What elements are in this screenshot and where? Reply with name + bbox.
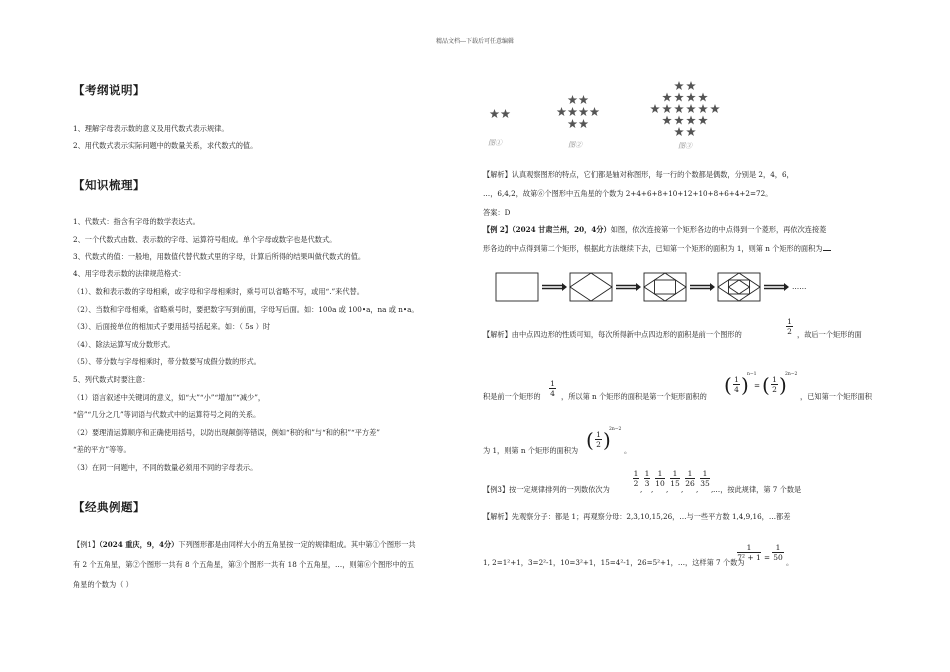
knowledge-item: 5、列代数式时要注意： [73, 375, 150, 384]
star-icon [674, 127, 684, 136]
example1-text: 下列图形都是由同样大小的五角星按一定的规律组成。其中第①个图形一共 [178, 540, 416, 549]
sequence-comma: , [651, 485, 654, 494]
equals-sign: = [754, 381, 761, 390]
star-icon [579, 95, 589, 104]
knowledge-item: （4）、除法运算写成分数形式。 [73, 340, 175, 349]
star-pattern-figures [480, 78, 780, 158]
example2-tag: 【例 2】 [483, 225, 513, 234]
star-icon [568, 107, 578, 116]
numerator: 1 [734, 375, 739, 384]
star-icon [698, 116, 708, 125]
knowledge-item: “倍”“几分之几”等词语与代数式中的运算符号之间的关系。 [73, 410, 261, 419]
solution2-period: 。 [624, 446, 632, 455]
knowledge-item: （2）要理清运算顺序和正确使用括号，以防出现颠倒等错误，例如“积的和”与“和的积”“平方差” [73, 428, 380, 437]
solution3-tag: 【解析】 [483, 512, 512, 521]
section-title-outline: 【考纲说明】 [73, 83, 145, 97]
example1-tag: 【例1】 [73, 540, 100, 549]
solution1-line2: …，6,4,2，故第⑥个图形中五角星的个数为 2+4+6+8+10+12+10+8+6+4+2=72。 [483, 189, 773, 198]
sequence-comma: , [711, 485, 714, 494]
rect-step-2 [570, 273, 612, 301]
star-icon [590, 107, 600, 116]
solution2-line3a: 为 1，则第 n 个矩形的面积为 [483, 446, 579, 455]
knowledge-item: 1、代数式：指含有字母的数学表达式。 [73, 217, 200, 226]
solution2-line2b: ，所以第 n 个矩形的面积是第一个矩形面积的 [561, 392, 707, 401]
solution1-tag: 【解析】 [483, 170, 512, 179]
example1-line3: 角星的个数为（ ） [73, 580, 133, 589]
knowledge-item: 2、一个代数式由数、表示数的字母、运算符号组成。单个字母或数字也是代数式。 [73, 235, 337, 244]
paren-close: ) [741, 373, 749, 397]
knowledge-item: （2）、当数和字母相乘，省略乘号时，要把数字写到前面，字母写后面。如：100a 或 100•a，na 或 n•a。 [73, 305, 419, 314]
numerator: 1 [596, 430, 601, 439]
numerator: 1 [787, 317, 792, 326]
example2-line1 [483, 225, 826, 234]
star-icon [686, 93, 696, 102]
example2-source: （2024 甘肃兰州，20，4分） [512, 225, 611, 234]
fraction-one-quarter [549, 379, 556, 398]
star-icon [686, 81, 696, 90]
solution2-line2c: ，已知第一个矩形面积 [800, 392, 872, 401]
star-icon [579, 119, 589, 128]
denominator: 2 [787, 327, 792, 336]
denominator: 2 [772, 385, 777, 394]
star-icon [686, 116, 696, 125]
knowledge-item: （1）语言叙述中关键词的意义，如“大”“小”“增加”“减少”， [73, 393, 266, 402]
figure-label-1: 图① [488, 139, 502, 147]
nested-rectangle-diagram [492, 268, 822, 308]
rect-step-3 [644, 273, 686, 301]
solution3-text: 先观察分子：都是 1；再观察分母：2,3,10,15,26，…与一些平方数 1,4,9,16，…都差 [511, 512, 791, 521]
paren-open: ( [586, 428, 594, 452]
outline-item-1: 1、理解字母表示数的意义及用代数式表示规律。 [73, 124, 229, 133]
example1-line2: 有 2 个五角星，第②个图形一共有 8 个五角星，第③个图形一共有 18 个五角星，…，则第⑥个图形中的五 [73, 560, 415, 569]
star-icon [674, 93, 684, 102]
numerator: 1 [772, 375, 777, 384]
solution3-period: 。 [786, 558, 794, 567]
knowledge-item: 3、代数式的值：一般地，用数值代替代数式里的字母，计算后所得的结果叫做代数式的值。 [73, 252, 366, 261]
star-icon [557, 107, 567, 116]
numerator: 1 [550, 379, 555, 388]
section-title-knowledge: 【知识梳理】 [73, 178, 145, 192]
sequence-comma: , [640, 485, 643, 494]
solution2-text: 由中点四边形的性质可知，每次所得新中点四边形的面积是前一个图形的 [511, 330, 742, 339]
star-icon [674, 116, 684, 125]
knowledge-item: “差的平方”等等。 [73, 445, 131, 454]
denominator: 4 [734, 385, 739, 394]
star-icon [686, 127, 696, 136]
figure-label-3: 图③ [678, 142, 692, 150]
paren-close: ) [603, 428, 611, 452]
rect-step-1 [496, 273, 538, 301]
denominator: 50 [773, 553, 783, 562]
sequence-comma: , [681, 485, 684, 494]
example3-tag: 【例3】 [483, 485, 510, 494]
exponent-n-minus-1: n−1 [747, 372, 757, 377]
example1-source: （2024 重庆，9，4分） [99, 540, 179, 549]
section-title-examples: 【经典例题】 [73, 500, 145, 514]
star-icon [501, 109, 511, 118]
denominator: 7² + 1 [737, 553, 761, 562]
knowledge-item: 4、用字母表示数的法律规范格式： [73, 269, 186, 278]
sequence-term: 1 26 [685, 469, 695, 488]
star-icon [662, 93, 672, 102]
fraction-answer [772, 543, 784, 562]
star-icon [698, 104, 708, 113]
fraction-seventh-term [737, 543, 761, 562]
solution1-line1 [483, 170, 794, 179]
sequence-term: 1 15 [670, 469, 680, 488]
equals-sign: = [764, 553, 771, 562]
example1-line1 [73, 540, 416, 549]
solution3-line2: 1, 2=1²+1，3=2²-1，10=3²+1，15=4²-1，26=5²+1，…，这样第 7 个数为 [483, 558, 745, 567]
star-icon [579, 107, 589, 116]
star-icon [568, 95, 578, 104]
answer-blank [823, 250, 831, 251]
example3-tail: …，按此规律，第 7 个数是 [713, 485, 802, 494]
star-icon [662, 116, 672, 125]
knowledge-item: （5）、带分数与字母相乘时，带分数要写成假分数的形式。 [73, 357, 261, 366]
paren-close: ) [779, 373, 787, 397]
example2-text2: 形各边的中点得到第二个矩形，根据此方法继续下去，已知第一个矩形的面积为 1，则第 n 个矩形的面积为 [483, 244, 823, 253]
knowledge-item: （3）在同一问题中，不同的数量必须用不同的字母表示。 [73, 463, 258, 472]
star-icon [674, 81, 684, 90]
sequence-term: 1 2 [633, 469, 639, 488]
fraction-one-quarter-power [733, 375, 740, 394]
outline-item-2: 2、用代数式表示实际问题中的数量关系，求代数式的值。 [73, 141, 258, 150]
paren-open: ( [762, 373, 770, 397]
knowledge-item: （3）、后面接单位的相加式子要用括号括起来。如：（ 5s ）时 [73, 322, 271, 331]
fraction-one-half-power [771, 375, 778, 394]
star-icon [710, 104, 720, 113]
solution2-line2a: 积是前一个矩形的 [483, 392, 541, 401]
sequence-comma: , [666, 485, 669, 494]
star-icon [698, 93, 708, 102]
solution2-line1a [483, 330, 742, 339]
sequence-term: 1 10 [655, 469, 665, 488]
sequence-term: 1 35 [700, 469, 710, 488]
header-note: 精品文档---下载后可任意编辑 [435, 38, 515, 45]
star-icon [686, 104, 696, 113]
star-icon [490, 109, 500, 118]
answer: 答案：D [483, 208, 511, 217]
example3-line [483, 485, 610, 494]
star-icon [674, 104, 684, 113]
example2-line2 [483, 244, 831, 253]
rect-step-4 [718, 273, 760, 301]
denominator: 2 [596, 440, 601, 449]
exponent-2n-minus-2-result: 2n−2 [609, 427, 622, 432]
fraction-one-half [786, 317, 793, 336]
example3-text: 按一定规律排列的一列数依次为 [509, 485, 610, 494]
solution3-line1 [483, 512, 790, 521]
figure-label-2: 图② [568, 141, 582, 149]
solution2-line1b: ，故后一个矩形的面 [797, 330, 862, 339]
star-icon [568, 119, 578, 128]
ellipsis: …… [792, 282, 807, 291]
numerator: 1 [775, 543, 781, 552]
example2-text: 如图，依次连接第一个矩形各边的中点得到一个菱形，再依次连接菱 [610, 225, 827, 234]
star-icon [662, 104, 672, 113]
denominator: 4 [550, 389, 555, 398]
fraction-one-half-result [595, 430, 602, 449]
solution1-text: 认真观察图形的特点，它们都是轴对称图形，每一行的个数都是偶数，分别是 2，4，6， [511, 170, 794, 179]
numerator: 1 [746, 543, 752, 552]
knowledge-item: （1）、数和表示数的字母相乘，或字母和字母相乘时，乘号可以省略不写，或用“.”来代替。 [73, 287, 364, 296]
sequence-term: 1 3 [644, 469, 650, 488]
sequence-comma: , [696, 485, 699, 494]
paren-open: ( [724, 373, 732, 397]
star-icon [650, 104, 660, 113]
solution2-tag: 【解析】 [483, 330, 512, 339]
exponent-2n-minus-2: 2n−2 [785, 372, 798, 377]
